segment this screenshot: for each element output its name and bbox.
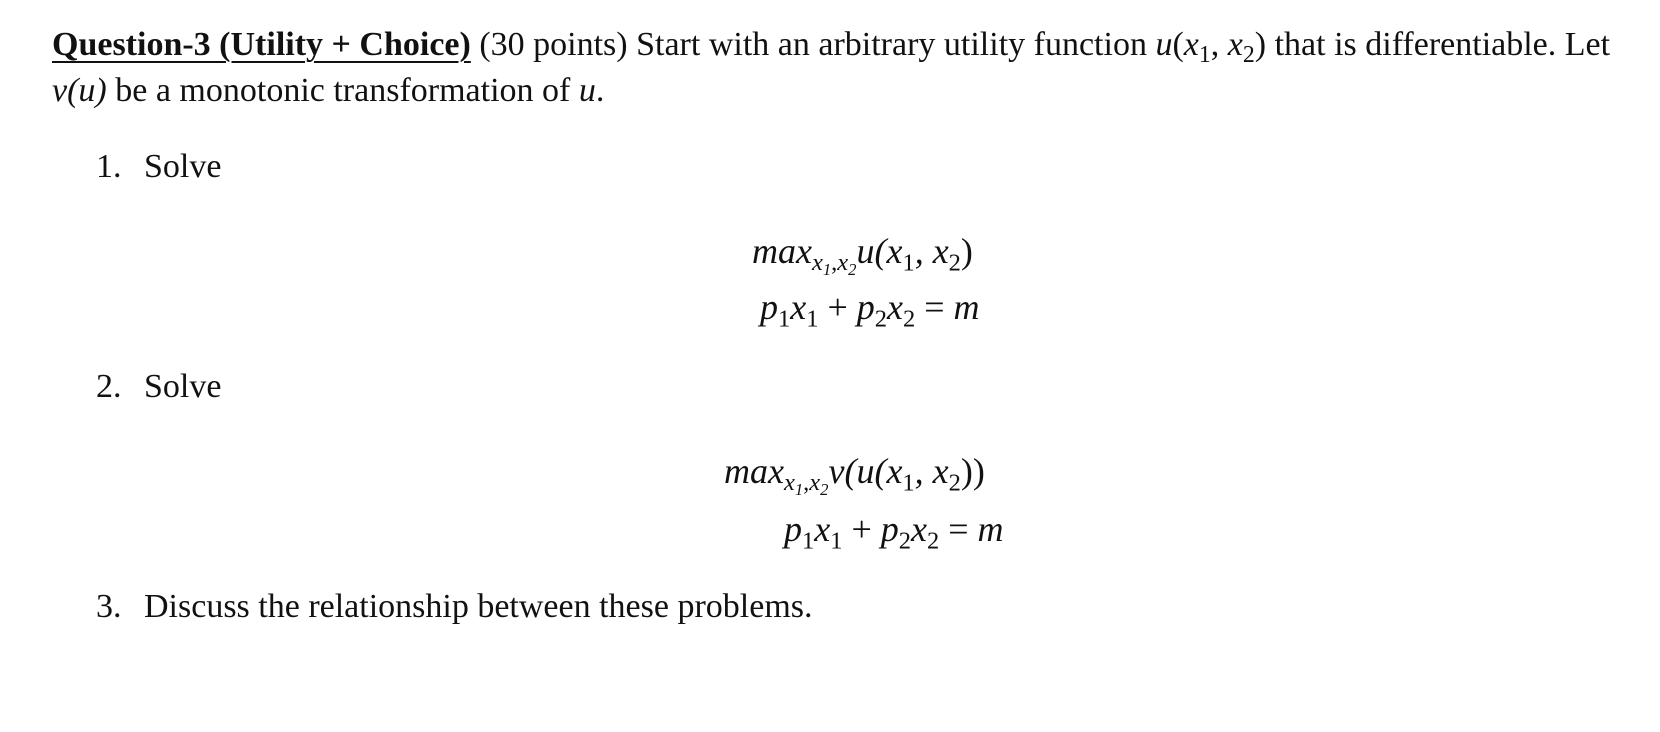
list-item-3 [96,584,813,630]
question-heading: Question-3 (Utility + Choice) [52,26,471,63]
list-item-1 [96,144,221,190]
utility-function-u: u [1155,26,1173,63]
objective-1: $\max_{x_1,x_2}u(x_1$, $x_2$) [752,231,973,280]
question-intro: Question-3 (Utility + Choice) (30 points) Start with an arbitrary utility function $u(x_1$, $x_2$) that is differentiable. Let v(u) be a monotonic transformation of u. [52,26,1611,109]
utility-u-end: u [578,72,596,109]
intro-text-1: Start with an arbitrary utility function [636,26,1147,63]
item-number: 1. [96,148,122,185]
item-number: 2. [96,368,122,405]
intro-text-2: that is differentiable. Let [1274,26,1611,63]
constraint-1: $p_1x_1 + p_2x_2 = m$ [760,287,980,333]
constraint-2: $p_1x_1 + p_2x_2 = m$ [784,509,1004,555]
intro-text-3: be a monotonic transformation of [115,72,571,109]
item-label: Solve [144,368,222,405]
question-points: (30 points) [479,26,628,63]
objective-2: $\max_{x_1,x_2}v(u(x_1$, $x_2$)) [724,451,985,500]
list-item-2 [96,364,221,410]
item-label: Discuss the relationship between these problems. [144,588,813,625]
item-label: Solve [144,148,222,185]
item-number: 3. [96,588,122,625]
transformation-v: v [52,72,68,109]
